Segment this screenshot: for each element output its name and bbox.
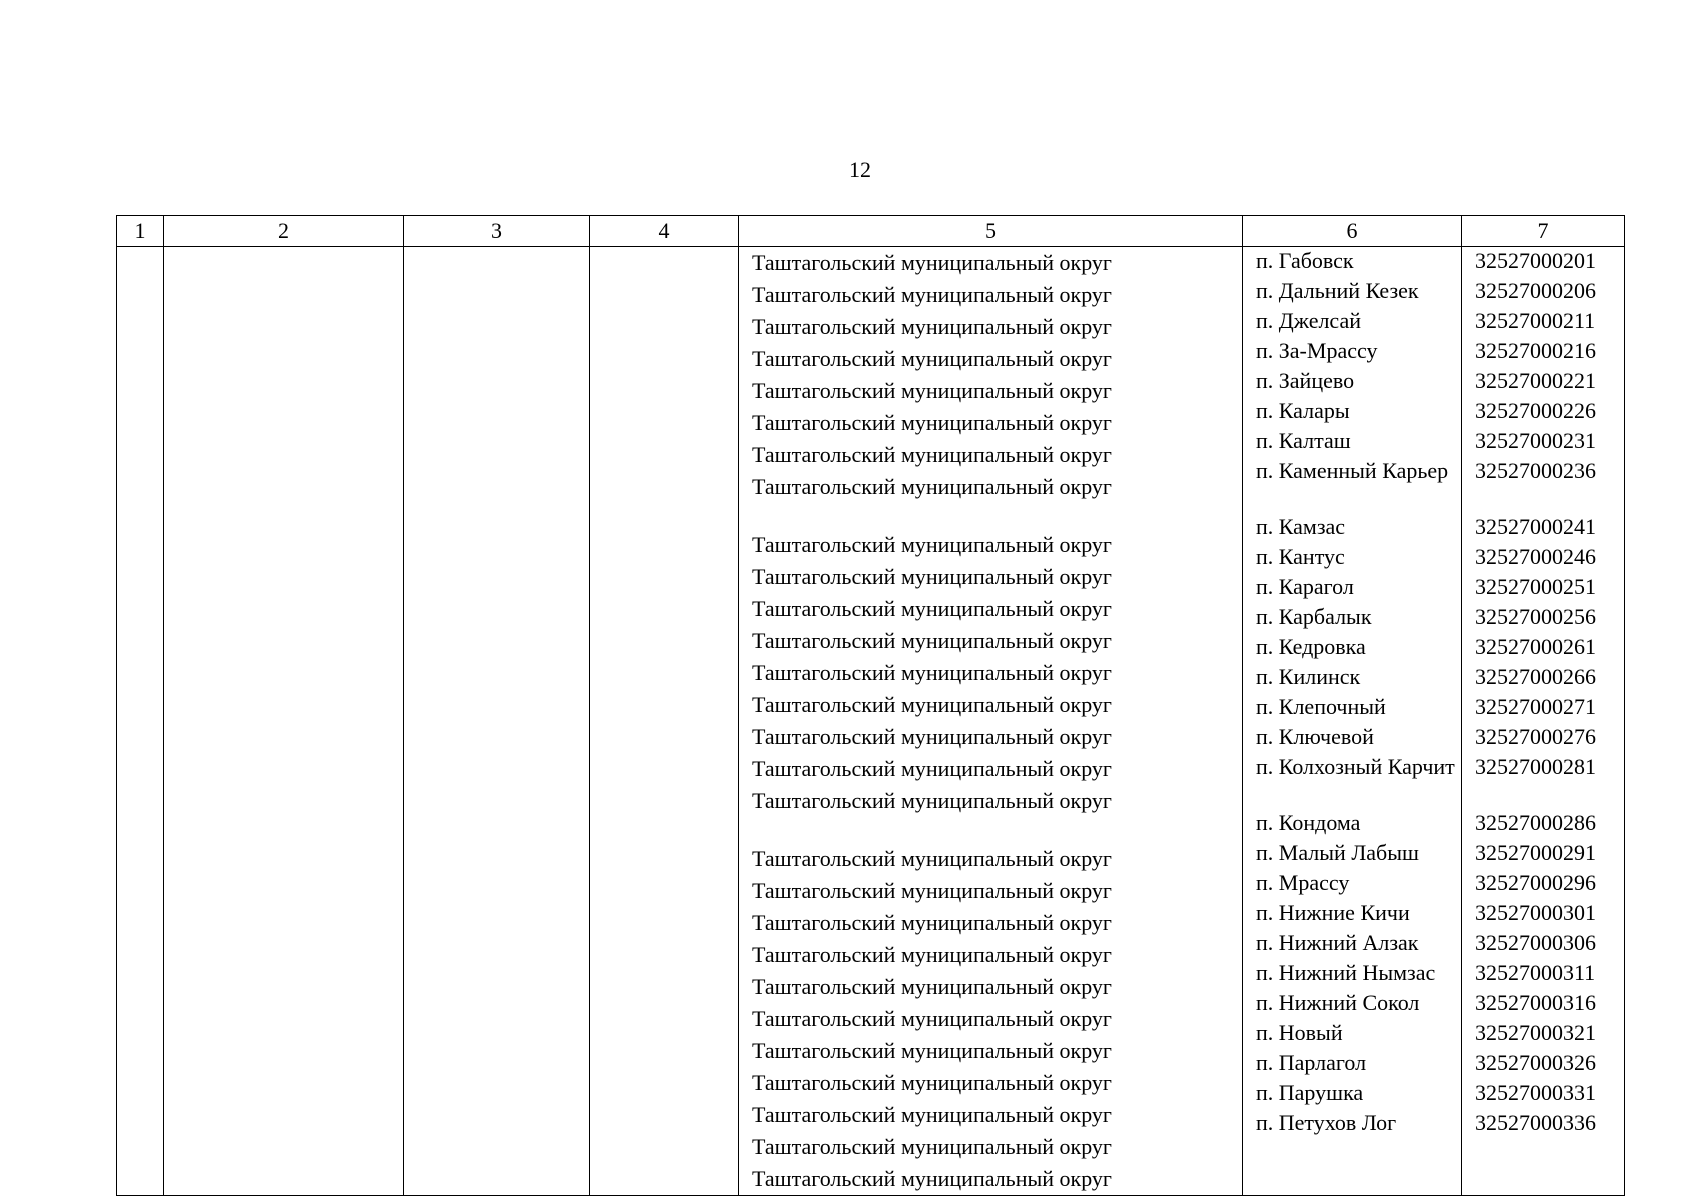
- settlement-cell: п. Петухов Лог: [1256, 1110, 1397, 1135]
- code-cell: 32527000231: [1475, 428, 1596, 453]
- settlement-cell: п. Нижние Кичи: [1256, 900, 1410, 925]
- column-4-cell: [590, 247, 739, 1196]
- settlement-cell: п. Мрассу: [1256, 870, 1350, 895]
- code-cell: 32527000331: [1475, 1080, 1596, 1105]
- code-cell: 32527000201: [1475, 248, 1596, 273]
- settlement-cell: п. Зайцево: [1256, 368, 1355, 393]
- district-cell: Таштагольский муниципальный округ: [752, 660, 1112, 685]
- column-header-5: 5: [739, 216, 1243, 247]
- code-column: [1462, 247, 1625, 1196]
- column-header-7: 7: [1462, 216, 1625, 247]
- settlement-cell: п. За-Мрассу: [1256, 338, 1378, 363]
- district-cell: Таштагольский муниципальный округ: [752, 532, 1112, 557]
- district-cell: Таштагольский муниципальный округ: [752, 314, 1112, 339]
- table-header-row: [117, 216, 1625, 247]
- settlement-cell: п. Карбалык: [1256, 604, 1372, 629]
- column-3-cell: [404, 247, 590, 1196]
- settlement-cell: п. Кондома: [1256, 810, 1361, 835]
- district-cell: Таштагольский муниципальный округ: [752, 1038, 1112, 1063]
- code-cell: 32527000226: [1475, 398, 1596, 423]
- district-cell: Таштагольский муниципальный округ: [752, 756, 1112, 781]
- district-cell: Таштагольский муниципальный округ: [752, 878, 1112, 903]
- code-cell: 32527000321: [1475, 1020, 1596, 1045]
- settlement-cell: п. Килинск: [1256, 664, 1361, 689]
- district-list: [739, 247, 1242, 1195]
- settlement-cell: п. Нижний Алзак: [1256, 930, 1419, 955]
- district-cell: Таштагольский муниципальный округ: [752, 250, 1112, 275]
- code-cell: 32527000236: [1475, 458, 1596, 483]
- district-cell: Таштагольский муниципальный округ: [752, 378, 1112, 403]
- code-cell: 32527000311: [1475, 960, 1596, 985]
- settlement-cell: п. Малый Лабыш: [1256, 840, 1419, 865]
- settlement-cell: п. Новый: [1256, 1020, 1343, 1045]
- district-cell: Таштагольский муниципальный округ: [752, 1166, 1112, 1191]
- district-column: [739, 247, 1243, 1196]
- column-header-1: 1: [117, 216, 164, 247]
- settlement-cell: п. Карагол: [1256, 574, 1354, 599]
- settlement-cell: п. Калташ: [1256, 428, 1351, 453]
- settlement-cell: п. Калары: [1256, 398, 1350, 423]
- settlement-cell: п. Нижний Сокол: [1256, 990, 1420, 1015]
- code-cell: 32527000296: [1475, 870, 1596, 895]
- district-cell: Таштагольский муниципальный округ: [752, 974, 1112, 999]
- district-cell: Таштагольский муниципальный округ: [752, 942, 1112, 967]
- code-cell: 32527000251: [1475, 574, 1596, 599]
- code-cell: 32527000316: [1475, 990, 1596, 1015]
- settlement-cell: п. Кантус: [1256, 544, 1345, 569]
- code-cell: 32527000246: [1475, 544, 1596, 569]
- district-cell: Таштагольский муниципальный округ: [752, 596, 1112, 621]
- column-header-6: 6: [1243, 216, 1462, 247]
- column-header-4: 4: [590, 216, 739, 247]
- settlement-cell: п. Кедровка: [1256, 634, 1366, 659]
- settlement-cell: п. Дальний Кезек: [1256, 278, 1419, 303]
- settlement-column: [1243, 247, 1462, 1196]
- settlement-cell: п. Колхозный Карчит: [1256, 754, 1455, 779]
- settlement-cell: п. Ключевой: [1256, 724, 1374, 749]
- code-cell: 32527000301: [1475, 900, 1596, 925]
- district-cell: Таштагольский муниципальный округ: [752, 410, 1112, 435]
- code-cell: 32527000326: [1475, 1050, 1596, 1075]
- settlement-cell: п. Габовск: [1256, 248, 1354, 273]
- code-cell: 32527000306: [1475, 930, 1596, 955]
- district-cell: Таштагольский муниципальный округ: [752, 724, 1112, 749]
- code-list: [1462, 247, 1624, 1139]
- page-number: 12: [849, 157, 871, 182]
- code-cell: 32527000336: [1475, 1110, 1596, 1135]
- district-cell: Таштагольский муниципальный округ: [752, 564, 1112, 589]
- district-cell: Таштагольский муниципальный округ: [752, 628, 1112, 653]
- district-cell: Таштагольский муниципальный округ: [752, 910, 1112, 935]
- district-cell: Таштагольский муниципальный округ: [752, 846, 1112, 871]
- settlement-cell: п. Каменный Карьер: [1256, 458, 1449, 483]
- code-cell: 32527000256: [1475, 604, 1596, 629]
- district-cell: Таштагольский муниципальный округ: [752, 1102, 1112, 1127]
- column-2-cell: [164, 247, 404, 1196]
- column-1-cell: [117, 247, 164, 1196]
- column-header-2: 2: [164, 216, 404, 247]
- district-cell: Таштагольский муниципальный округ: [752, 442, 1112, 467]
- district-cell: Таштагольский муниципальный округ: [752, 282, 1112, 307]
- settlement-list: [1243, 247, 1461, 1139]
- code-cell: 32527000281: [1475, 754, 1596, 779]
- district-cell: Таштагольский муниципальный округ: [752, 692, 1112, 717]
- table-body-row: [117, 247, 1625, 1196]
- code-cell: 32527000266: [1475, 664, 1596, 689]
- district-cell: Таштагольский муниципальный округ: [752, 346, 1112, 371]
- settlement-cell: п. Парушка: [1256, 1080, 1364, 1105]
- code-cell: 32527000216: [1475, 338, 1596, 363]
- district-cell: Таштагольский муниципальный округ: [752, 1070, 1112, 1095]
- column-header-3: 3: [404, 216, 590, 247]
- code-cell: 32527000241: [1475, 514, 1596, 539]
- code-cell: 32527000211: [1475, 308, 1596, 333]
- code-cell: 32527000206: [1475, 278, 1596, 303]
- district-cell: Таштагольский муниципальный округ: [752, 1006, 1112, 1031]
- district-cell: Таштагольский муниципальный округ: [752, 788, 1112, 813]
- district-cell: Таштагольский муниципальный округ: [752, 474, 1112, 499]
- settlement-cell: п. Камзас: [1256, 514, 1346, 539]
- settlement-cell: п. Нижний Нымзас: [1256, 960, 1436, 985]
- district-cell: Таштагольский муниципальный округ: [752, 1134, 1112, 1159]
- code-cell: 32527000261: [1475, 634, 1596, 659]
- data-table: [116, 215, 1625, 1196]
- settlement-cell: п. Парлагол: [1256, 1050, 1367, 1075]
- code-cell: 32527000276: [1475, 724, 1596, 749]
- code-cell: 32527000271: [1475, 694, 1596, 719]
- settlement-cell: п. Джелсай: [1256, 308, 1362, 333]
- code-cell: 32527000221: [1475, 368, 1596, 393]
- code-cell: 32527000286: [1475, 810, 1596, 835]
- settlement-cell: п. Клепочный: [1256, 694, 1386, 719]
- code-cell: 32527000291: [1475, 840, 1596, 865]
